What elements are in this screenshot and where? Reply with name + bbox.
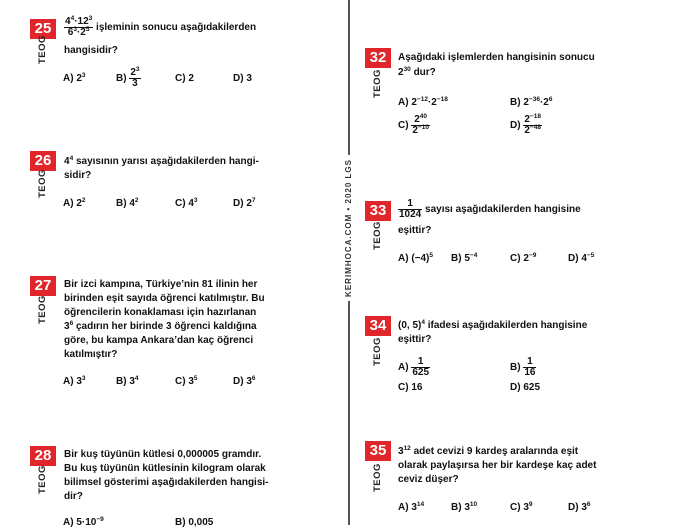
- teog-label: TEOG: [372, 463, 383, 492]
- watermark: KERIMHOCA.COM • 2020 LGS: [344, 155, 353, 301]
- teog-label: TEOG: [37, 35, 48, 64]
- question-stem-line: $3^6$ çadırın her birinde 3 öğrenci kaldığına: [64, 320, 257, 332]
- option-c[interactable]: C) $4^3$: [175, 197, 198, 209]
- question-stem: $\frac{4^4\cdot 12^3}{6^3\cdot 2^5}$ işleminin sonucu aşağıdakilerden: [65, 15, 257, 38]
- option-a[interactable]: A) $(-4)^5$: [398, 252, 434, 264]
- teog-label: TEOG: [37, 169, 48, 198]
- option-b[interactable]: B) $\frac{2^3}{3}$: [116, 66, 140, 89]
- question-stem-line: $2^{30}$ dur?: [398, 66, 436, 78]
- question-stem-line: göre, bu kampa Ankara’dan kaç öğrenci: [64, 335, 254, 346]
- option-d[interactable]: D) $3^6$: [233, 375, 256, 387]
- teog-label: TEOG: [37, 465, 48, 494]
- question-stem: $\frac{1}{1024}$ sayısı aşağıdakilerden hangisine: [399, 198, 581, 220]
- question-stem-line: ceviz düşer?: [398, 474, 459, 485]
- question-stem-line: katılmıştır?: [64, 349, 118, 360]
- question-number: 28: [30, 446, 56, 466]
- question-stem-line: hangisidir?: [64, 45, 118, 56]
- question-stem-line: eşittir?: [398, 225, 432, 236]
- expression-fraction: $\frac{4^4\cdot 12^3}{6^3\cdot 2^5}$: [65, 15, 93, 38]
- question-stem-line: dir?: [64, 491, 83, 502]
- option-c[interactable]: C) $\frac{2^{40}}{2^{-10}}$: [398, 113, 429, 136]
- question-number: 33: [365, 201, 391, 221]
- option-a[interactable]: A) $2^{-12}\cdot 2^{-18}$: [398, 96, 448, 108]
- question-stem: $4^4$ sayısının yarısı aşağıdakilerden hangi-: [64, 155, 259, 167]
- question-stem-line: sidir?: [64, 170, 92, 181]
- question-stem: (0, 5)$^4$ ifadesi aşağıdakilerden hangisine: [398, 319, 588, 331]
- option-a[interactable]: A) $5\cdot 10^{-9}$: [63, 516, 104, 528]
- question-number: 25: [30, 19, 56, 39]
- question-stem-line: Bir kuş tüyünün kütlesi 0,000005 gramdır.: [64, 449, 262, 460]
- option-d[interactable]: D) 3: [233, 73, 252, 84]
- option-b[interactable]: B) $2^{-36}\cdot 2^6$: [510, 96, 553, 108]
- option-d[interactable]: D) $4^{-5}$: [568, 252, 595, 264]
- question-number: 34: [365, 316, 391, 336]
- option-a[interactable]: A) $\frac{1}{625}$: [398, 356, 430, 378]
- question-stem-line: birinden eşit sayıda öğrenci katılmıştır. Bu: [64, 293, 265, 304]
- question-number: 32: [365, 48, 391, 68]
- teog-label: TEOG: [372, 337, 383, 366]
- question-stem-line: Aşağıdaki işlemlerden hangisinin sonucu: [398, 52, 595, 63]
- option-b[interactable]: B) $4^2$: [116, 197, 139, 209]
- question-stem-line: öğrencilerin konaklaması için hazırlanan: [64, 307, 257, 318]
- question-stem-line: olarak paylaşırsa her bir kardeşe kaç adet: [398, 460, 597, 471]
- question-stem-line: bilimsel gösterimi aşağıdakilerden hangisi-: [64, 477, 269, 488]
- option-a[interactable]: A) $3^{14}$: [398, 501, 425, 513]
- option-b[interactable]: B) $3^{10}$: [451, 501, 478, 513]
- teog-label: TEOG: [372, 69, 383, 98]
- option-d[interactable]: D) 625: [510, 382, 541, 393]
- option-b[interactable]: B) $3^4$: [116, 375, 139, 387]
- option-c[interactable]: C) 2: [175, 73, 194, 84]
- option-a[interactable]: A) $2^2$: [63, 197, 86, 209]
- question-number: 27: [30, 276, 56, 296]
- question-number: 26: [30, 151, 56, 171]
- question-stem: $3^{12}$ adet cevizi 9 kardeş aralarında eşit: [398, 445, 579, 457]
- option-b[interactable]: B) $5^{-4}$: [451, 252, 478, 264]
- option-c[interactable]: C) $3^9$: [510, 501, 533, 513]
- teog-label: TEOG: [372, 221, 383, 250]
- option-d[interactable]: D) $3^6$: [568, 501, 591, 513]
- option-d[interactable]: D) $\frac{2^{-18}}{2^{-48}}$: [510, 113, 541, 136]
- question-number: 35: [365, 441, 391, 461]
- option-b[interactable]: B) $\frac{1}{16}$: [510, 356, 536, 378]
- question-stem-line: Bir izci kampına, Türkiye’nin 81 ilinin her: [64, 279, 258, 290]
- question-stem-line: eşittir?: [398, 334, 432, 345]
- option-c[interactable]: C) $2^{-9}$: [510, 252, 537, 264]
- option-a[interactable]: A) $2^3$: [63, 72, 86, 84]
- teog-label: TEOG: [37, 295, 48, 324]
- question-stem-line: Bu kuş tüyünün kütlesinin kilogram olarak: [64, 463, 266, 474]
- option-a[interactable]: A) $3^3$: [63, 375, 86, 387]
- option-b[interactable]: B) 0,005: [175, 517, 214, 528]
- option-c[interactable]: C) 16: [398, 382, 423, 393]
- option-d[interactable]: D) $2^7$: [233, 197, 256, 209]
- option-c[interactable]: C) $3^5$: [175, 375, 198, 387]
